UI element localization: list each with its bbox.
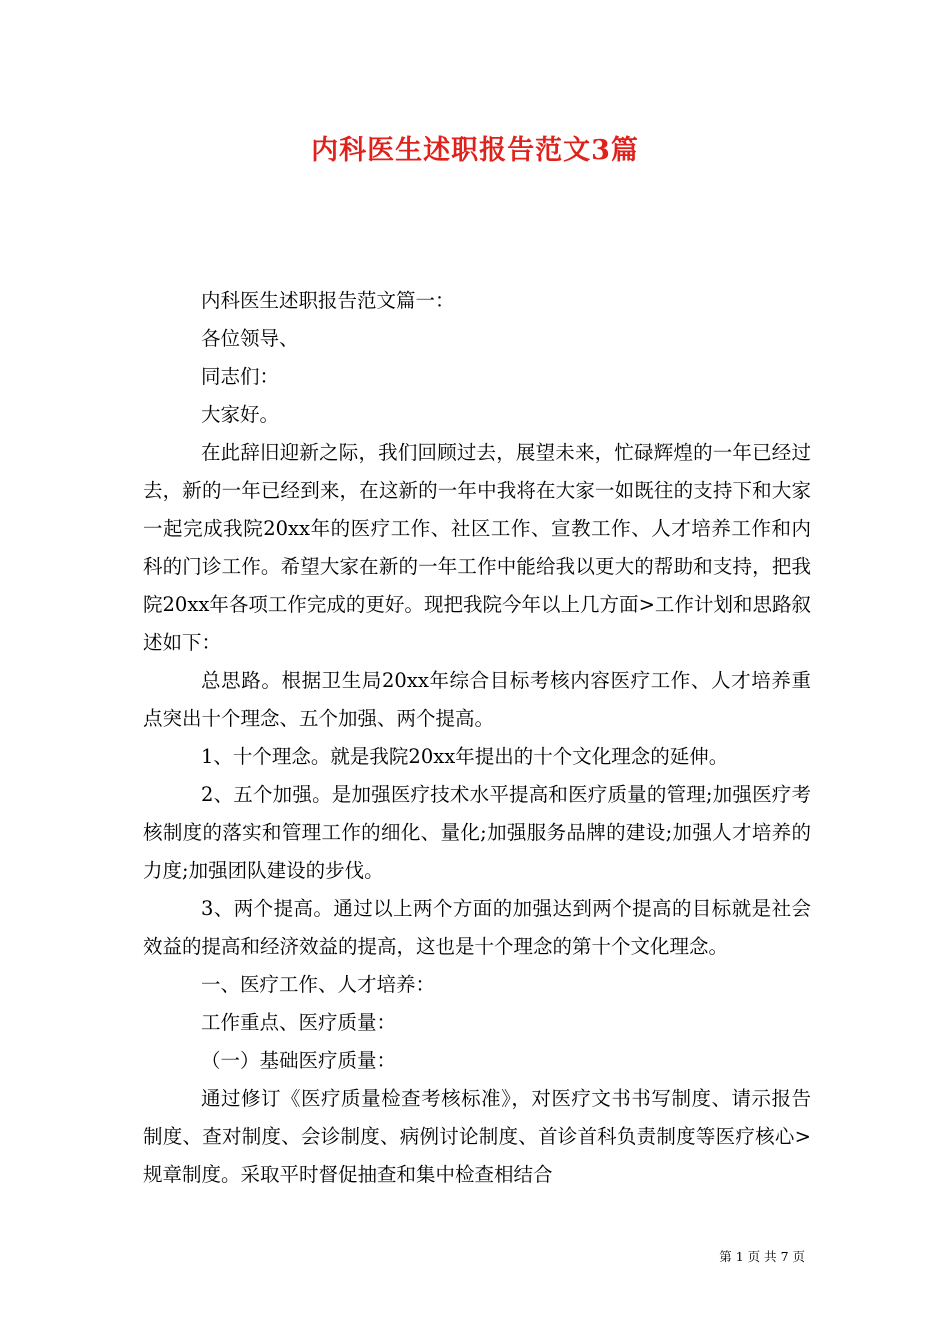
- paragraph: 3、两个提高。通过以上两个方面的加强达到两个提高的目标就是社会效益的提高和经济效益的提高，这也是十个理念的第十个文化理念。: [143, 897, 811, 958]
- paragraph: 通过修订《医疗质量检查考核标准》，对医疗文书书写制度、请示报告制度、查对制度、会诊制度、病例讨论制度、首诊首科负责制度等医疗核心>规章制度。采取平时督促抽查和集中检查相结合: [143, 1087, 811, 1186]
- paragraph: 各位领导、: [201, 327, 299, 350]
- paragraph: 总思路。根据卫生局20xx年综合目标考核内容医疗工作、人才培养重点突出十个理念、五个加强、两个提高。: [143, 669, 811, 730]
- paragraph: 2、五个加强。是加强医疗技术水平提高和医疗质量的管理;加强医疗考核制度的落实和管理工作的细化、量化;加强服务品牌的建设;加强人才培养的力度;加强团队建设的步伐。: [143, 783, 811, 882]
- paragraph: 一、医疗工作、人才培养：: [201, 973, 436, 996]
- paragraph: 大家好。: [201, 403, 280, 426]
- paragraph: 工作重点、医疗质量：: [201, 1011, 397, 1034]
- paragraph: 内科医生述职报告范文篇一：: [201, 289, 455, 312]
- paragraph: 同志们：: [201, 365, 280, 388]
- document-title: 内科医生述职报告范文3篇: [311, 135, 639, 166]
- paragraph: （一）基础医疗质量：: [201, 1049, 397, 1072]
- page-number-footer: 第 1 页 共 7 页: [719, 1249, 805, 1264]
- paragraph: 在此辞旧迎新之际，我们回顾过去，展望未来，忙碌辉煌的一年已经过去，新的一年已经到来，在这新的一年中我将在大家一如既往的支持下和大家一起完成我院20xx年的医疗工作、社区工作、宣教工作、人才培养工作和内科的门诊工作。希望大家在新的一年工作中能给我以更大的帮助和支持，把我院20xx年各项工作完成的更好。现把我院今年以上几方面>工作计划和思路叙述如下：: [143, 441, 811, 654]
- paragraph: 1、十个理念。就是我院20xx年提出的十个文化理念的延伸。: [201, 745, 729, 768]
- document-body: [143, 282, 811, 1194]
